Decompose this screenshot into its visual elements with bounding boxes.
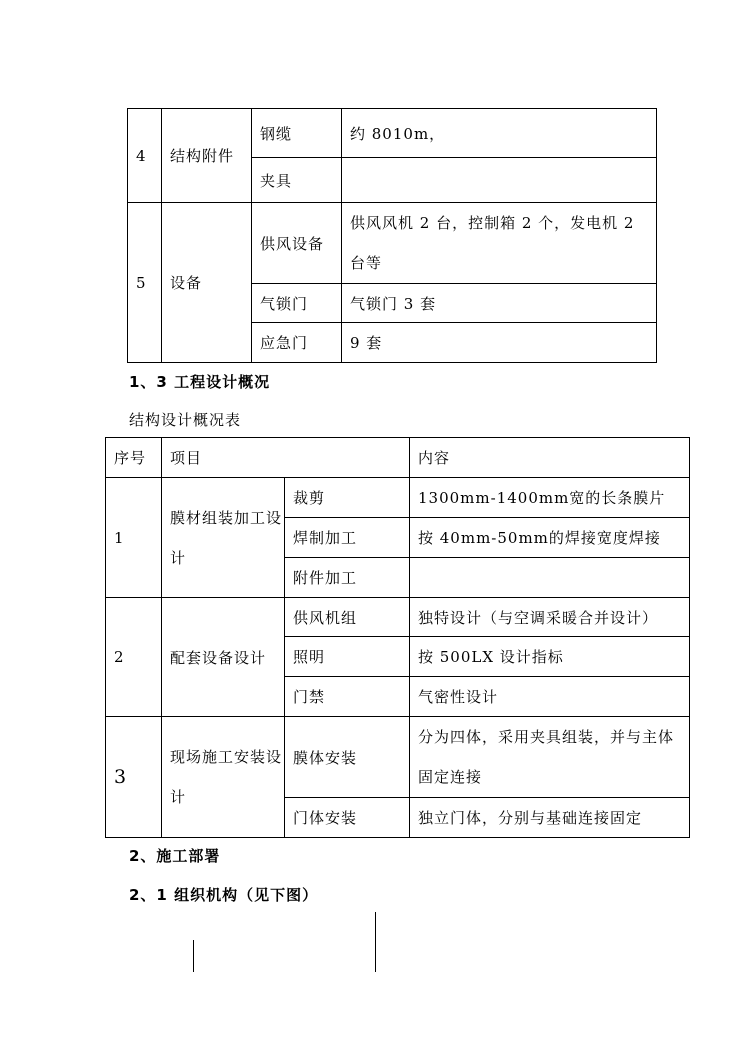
org-chart-line (193, 940, 194, 972)
sub-item: 附件加工 (285, 558, 410, 598)
sub-content (410, 558, 690, 598)
sub-item: 门体安装 (285, 798, 410, 838)
row-content (342, 158, 657, 203)
group-item: 膜材组装加工设计 (162, 478, 285, 598)
sub-content: 1300mm-1400mm宽的长条膜片 (410, 478, 690, 518)
sub-content: 按 500LX 设计指标 (410, 637, 690, 677)
sub-item: 照明 (285, 637, 410, 677)
row-content: 9 套 (342, 323, 657, 363)
section-heading-2: 2、施工部署 (129, 847, 221, 865)
sub-content: 独立门体，分别与基础连接固定 (410, 798, 690, 838)
group-item: 配套设备设计 (162, 598, 285, 717)
org-chart-line (375, 912, 376, 972)
sub-item: 焊制加工 (285, 518, 410, 558)
row-item: 气锁门 (252, 284, 342, 323)
header-item: 项目 (162, 438, 410, 478)
sub-content: 分为四体，采用夹具组装，并与主体固定连接 (410, 717, 690, 798)
sub-item: 膜体安装 (285, 717, 410, 798)
group-number: 3 (106, 717, 162, 838)
sub-item: 门禁 (285, 677, 410, 717)
structure-design-table (105, 437, 690, 838)
row-category: 结构附件 (162, 109, 252, 203)
equipment-table (127, 108, 657, 363)
row-category: 设备 (162, 203, 252, 363)
group-number: 2 (106, 598, 162, 717)
row-content: 约 8010m， (342, 109, 657, 158)
row-item: 供风设备 (252, 203, 342, 284)
row-content: 气锁门 3 套 (342, 284, 657, 323)
sub-item: 裁剪 (285, 478, 410, 518)
header-content: 内容 (410, 438, 690, 478)
group-number: 1 (106, 478, 162, 598)
sub-content: 独特设计（与空调采暖合并设计） (410, 598, 690, 637)
row-number: 5 (128, 203, 162, 363)
header-number: 序号 (106, 438, 162, 478)
sub-content: 气密性设计 (410, 677, 690, 717)
sub-item: 供风机组 (285, 598, 410, 637)
row-item: 夹具 (252, 158, 342, 203)
row-item: 钢缆 (252, 109, 342, 158)
group-item: 现场施工安装设计 (162, 717, 285, 838)
row-number: 4 (128, 109, 162, 203)
sub-content: 按 40mm-50mm的焊接宽度焊接 (410, 518, 690, 558)
row-item: 应急门 (252, 323, 342, 363)
row-content: 供风风机 2 台，控制箱 2 个，发电机 2 台等 (342, 203, 657, 284)
table-caption: 结构设计概况表 (129, 411, 242, 429)
section-heading-1-3: 1、3 工程设计概况 (129, 373, 271, 391)
section-heading-2-1: 2、1 组织机构（见下图） (129, 886, 319, 904)
